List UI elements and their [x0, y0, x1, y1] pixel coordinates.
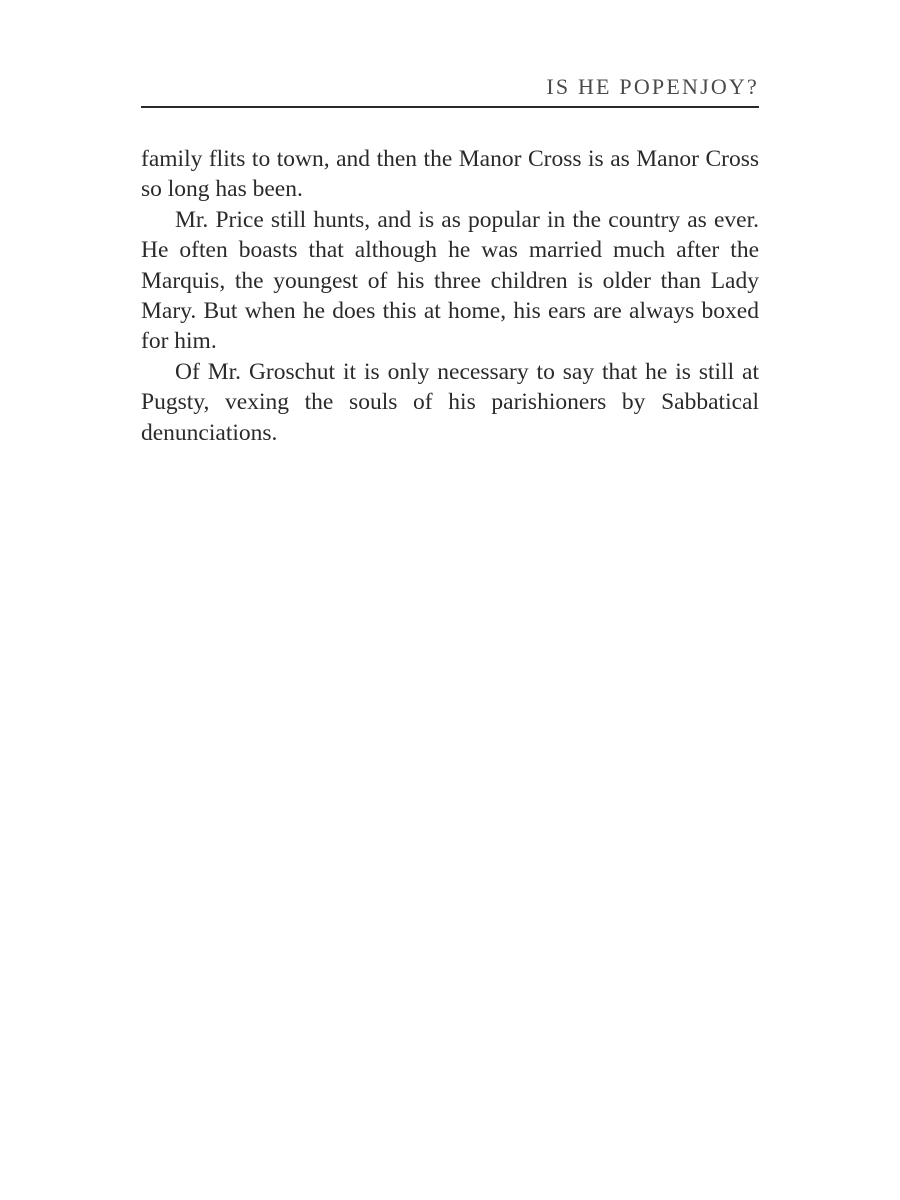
body-text [141, 144, 759, 448]
paragraph-mr-groschut: Of Mr. Groschut it is only necessary to say that he is still at Pugsty, vexing the souls of his parishioners by Sabbatical denunciations. [141, 358, 759, 446]
page-header [141, 72, 759, 108]
paragraph-mr-price: Mr. Price still hunts, and is as popular in the country as ever. He often boasts that although he was married much after the Marquis, the youngest of his three children is older than Lady Mary. But when he does this at home, his ears are always boxed for him. [141, 206, 759, 355]
header-rule [141, 106, 759, 108]
running-head: IS HE POPENJOY? [546, 74, 759, 99]
paragraph-continued: family flits to town, and then the Manor Cross is as Manor Cross so long has been. [141, 146, 759, 203]
